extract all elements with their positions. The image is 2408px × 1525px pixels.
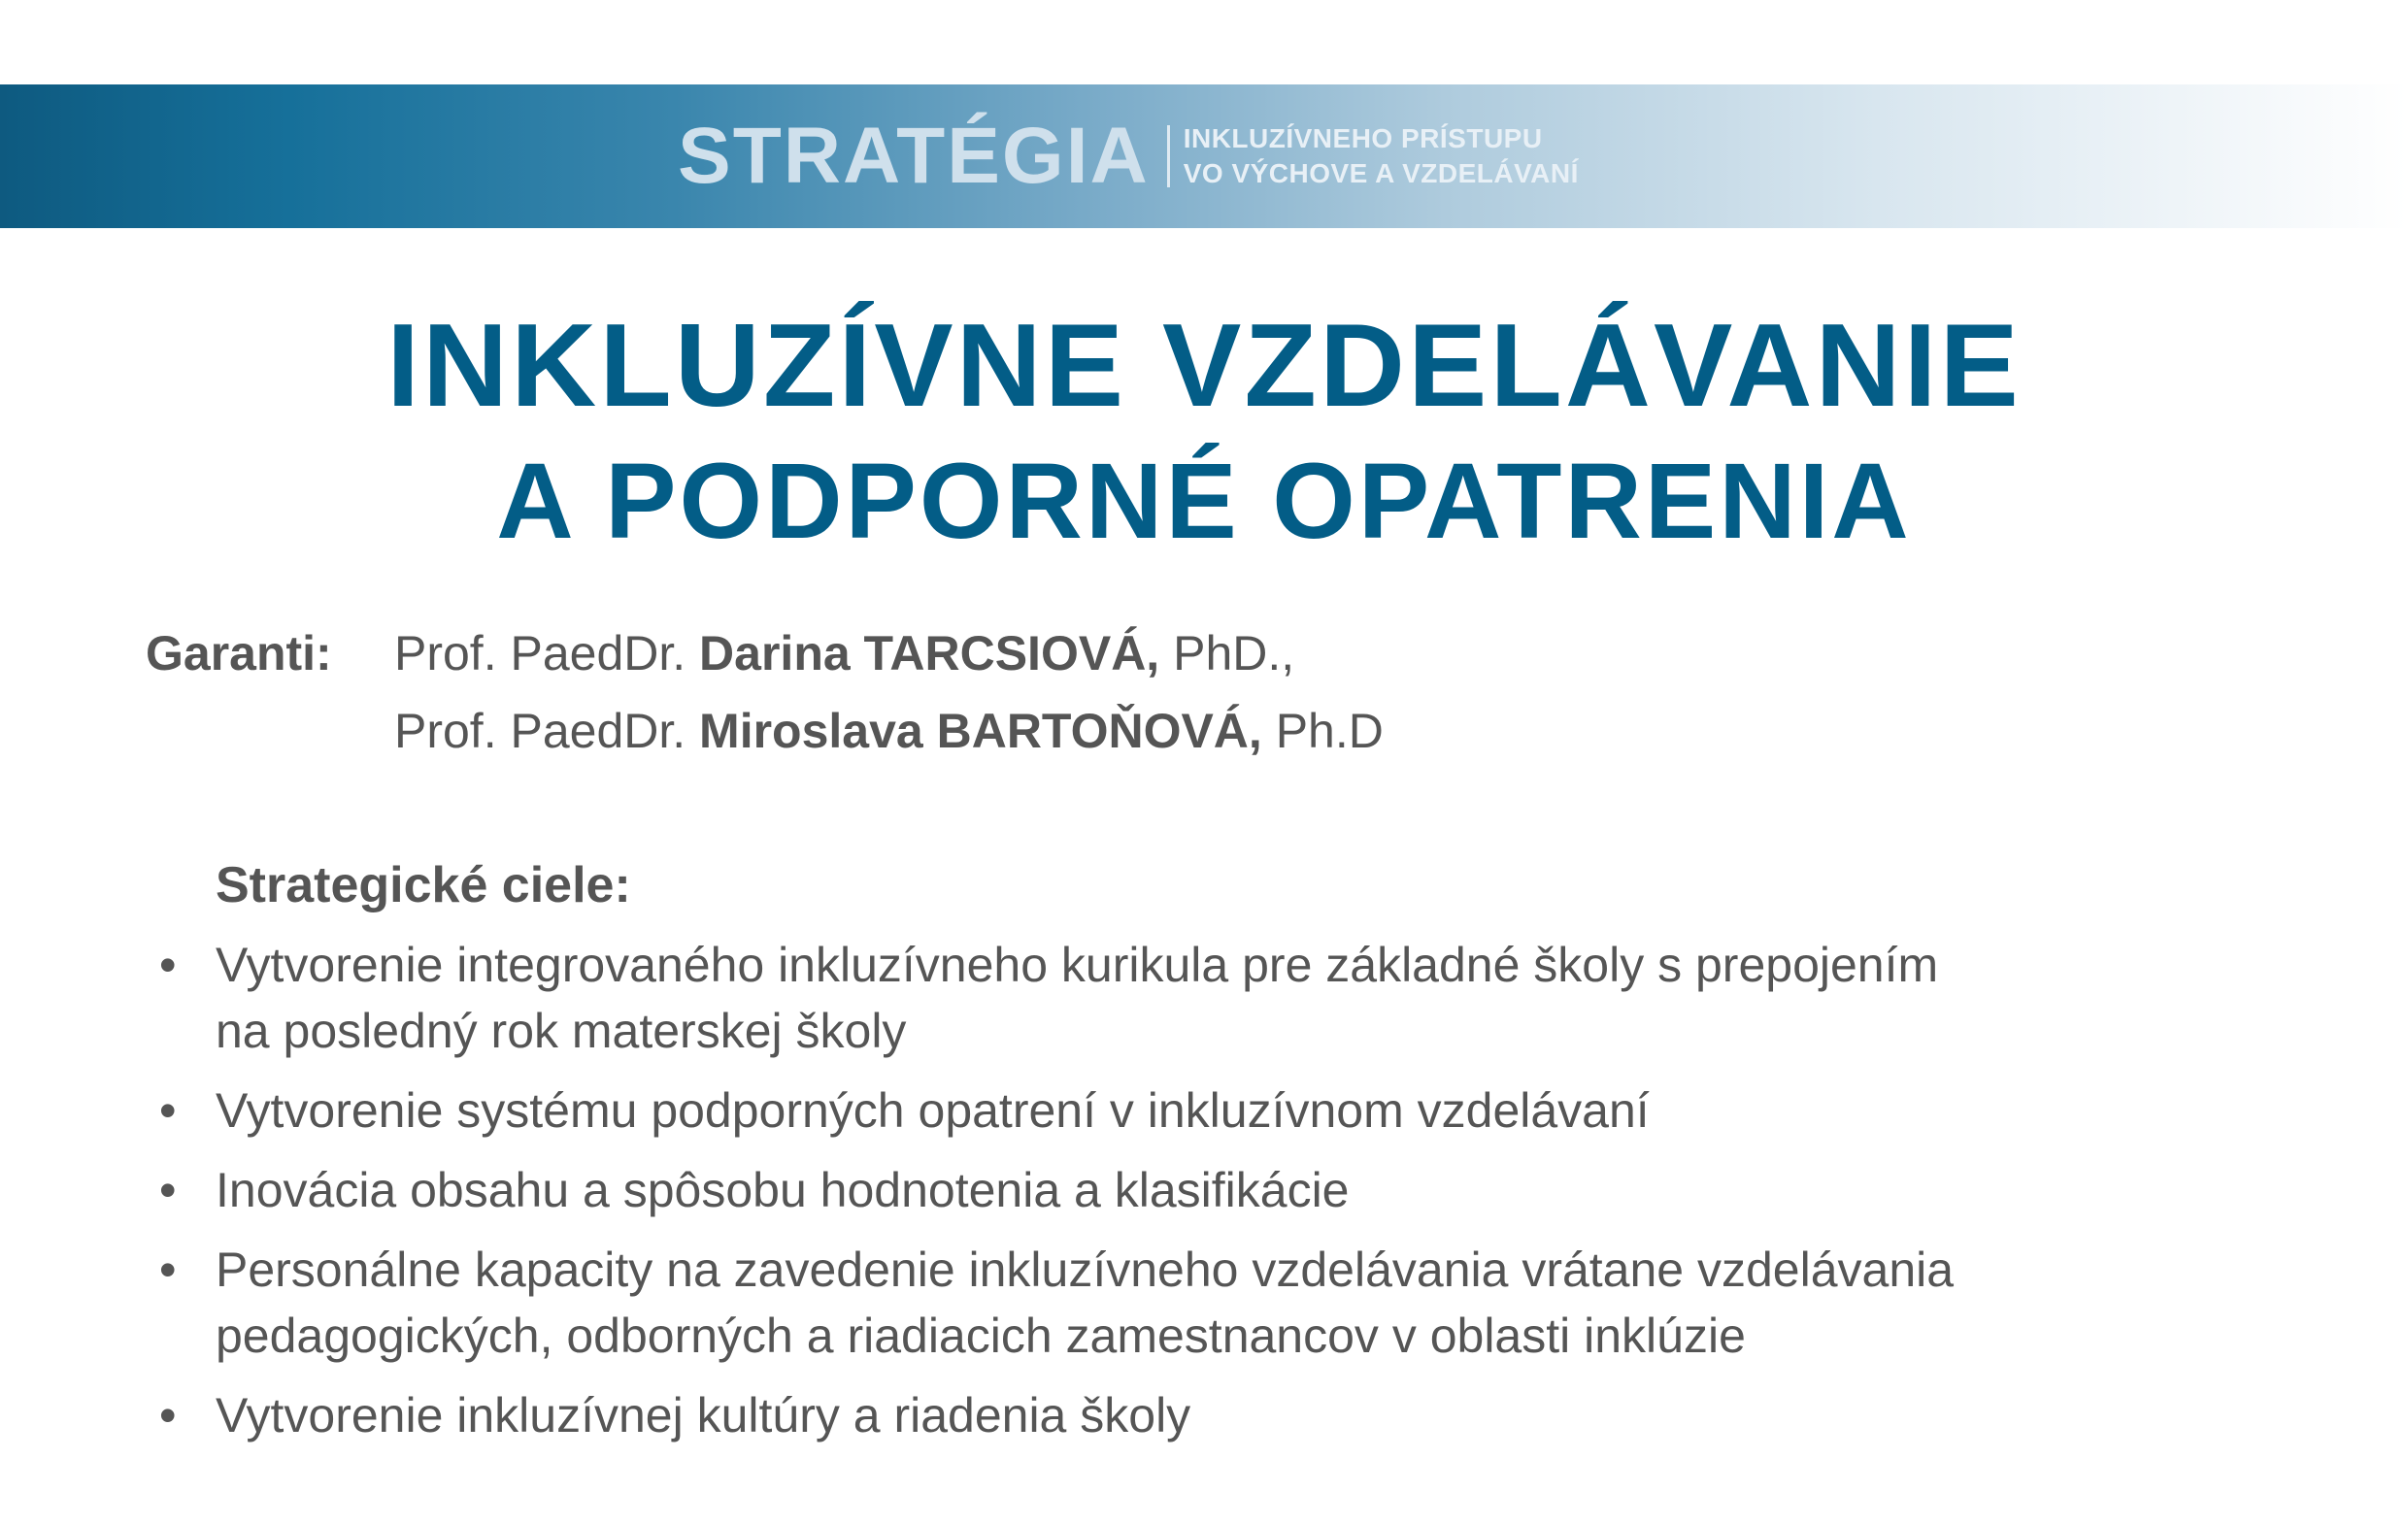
goal-item-4-line-1: Personálne kapacity na zavedenie inkluzívneho vzdelávania vrátane vzdelávania	[216, 1243, 1955, 1297]
goal-item-1-line-2: na posledný rok materskej školy	[216, 1004, 907, 1058]
page-title-line-2: A PODPORNÉ OPATRENIA	[496, 442, 1912, 561]
banner-subtitle-line-2: VO VÝCHOVE A VZDELÁVANÍ	[1183, 158, 1579, 188]
header-banner	[0, 84, 2408, 228]
guarantor-2-suffix: Ph.D	[1261, 704, 1384, 758]
goal-item-2-line-1: Vytvorenie systému podporných opatrení v inkluzívnom vzdelávaní	[216, 1083, 1650, 1138]
guarantor-1-suffix: PhD.,	[1159, 626, 1295, 680]
goal-item-3-line-1: Inovácia obsahu a spôsobu hodnotenia a klasifikácie	[216, 1163, 1350, 1217]
goals-list	[146, 932, 2282, 1462]
goal-item	[146, 1157, 2282, 1223]
goal-item	[146, 1237, 2282, 1369]
guarantor-1-name: Darina TARCSIOVÁ,	[699, 626, 1160, 680]
guarantor-2-prefix: Prof. PaedDr.	[394, 704, 700, 758]
bullet-icon: •	[159, 938, 177, 992]
bullet-icon: •	[159, 1388, 177, 1442]
guarantor-2-name: Miroslava BARTOŇOVÁ,	[699, 704, 1262, 758]
guarantor-2	[394, 692, 1384, 770]
banner-content	[678, 84, 1579, 228]
goal-item-4-line-2: pedagogických, odborných a riadiacich zamestnancov v oblasti inklúzie	[216, 1309, 1746, 1363]
guarantor-1-prefix: Prof. PaedDr.	[394, 626, 700, 680]
bullet-icon: •	[159, 1163, 177, 1217]
goal-item	[146, 1382, 2282, 1448]
guarantor-1	[394, 614, 1294, 692]
banner-subtitle	[1184, 121, 1579, 191]
banner-divider	[1167, 125, 1170, 187]
goal-item-5-line-1: Vytvorenie inkluzívnej kultúry a riadenia školy	[216, 1388, 1191, 1442]
goals-heading: Strategické ciele:	[216, 857, 631, 913]
goal-item	[146, 1077, 2282, 1144]
guarantors-label: Garanti:	[146, 626, 332, 680]
bullet-icon: •	[159, 1083, 177, 1138]
goal-item	[146, 932, 2282, 1064]
goal-item-1-line-1: Vytvorenie integrovaného inkluzívneho kurikula pre základné školy s prepojením	[216, 938, 1939, 992]
page-title-line-1: INKLUZÍVNE VZDELÁVANIE	[386, 299, 2022, 431]
bullet-icon: •	[159, 1243, 177, 1297]
banner-subtitle-line-1: INKLUZÍVNEHO PRÍSTUPU	[1183, 123, 1543, 153]
banner-main-title: STRATÉGIA	[678, 112, 1150, 200]
